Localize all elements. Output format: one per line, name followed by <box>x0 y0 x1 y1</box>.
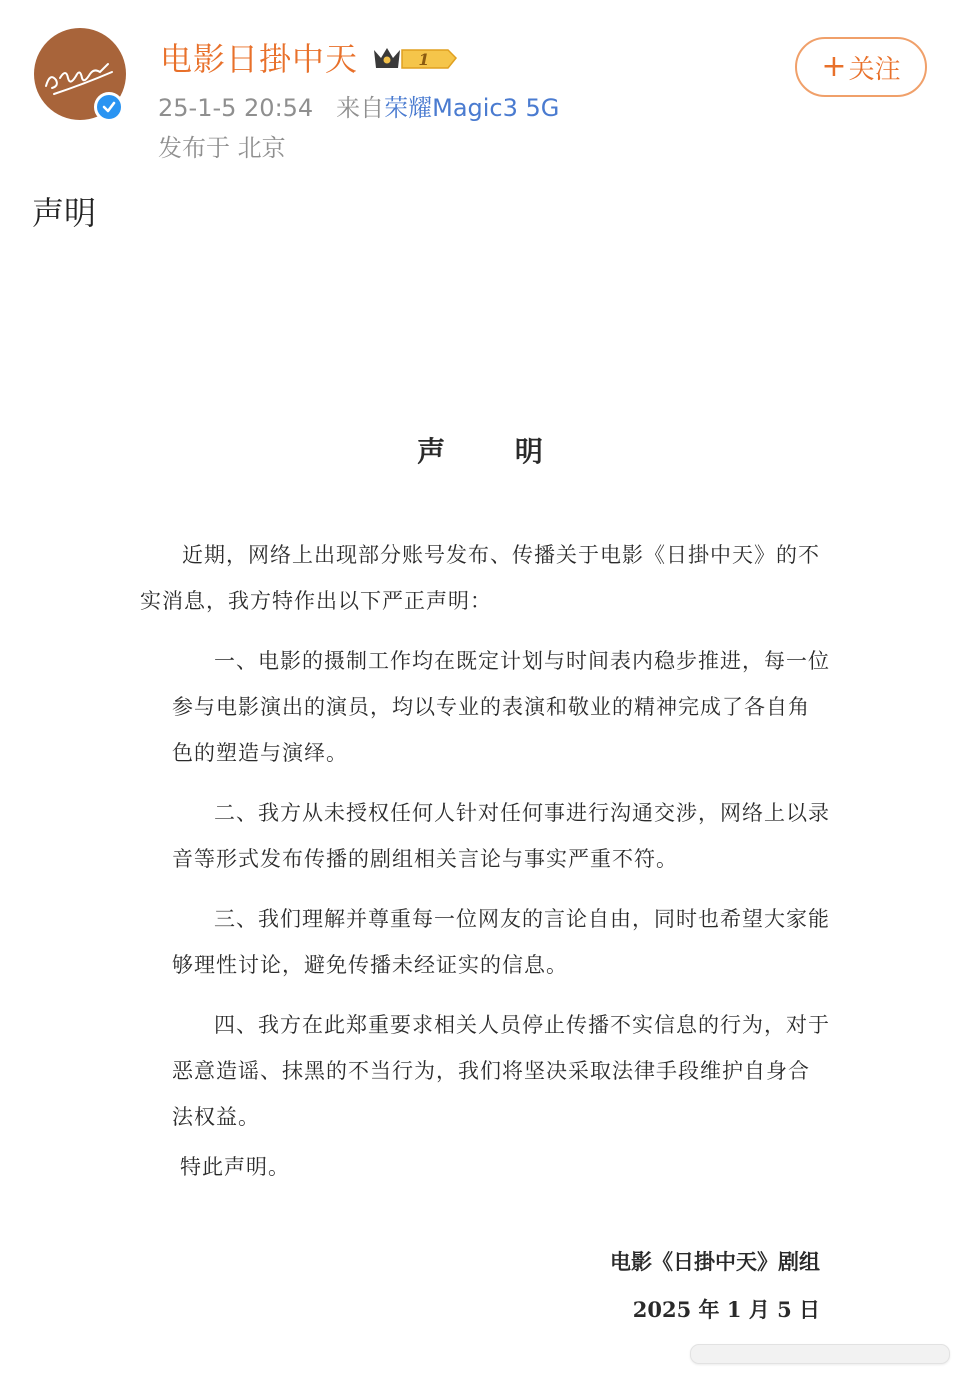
post-meta <box>158 88 559 123</box>
statement-closing: 特此声明。 <box>180 1155 290 1179</box>
username[interactable]: 电影日掛中天 <box>160 40 359 78</box>
vip-level: 1 <box>418 50 430 69</box>
statement-paragraph: 三、我们理解并尊重每一位网友的言论自由，同时也希望大家能够理性讨论，避免传播未经证实的信息。 <box>172 907 830 977</box>
source-prefix: 来自 <box>336 94 385 122</box>
follow-button[interactable] <box>795 37 927 97</box>
scroll-indicator[interactable] <box>690 1344 950 1364</box>
post-text: 声明 <box>32 194 97 232</box>
follow-label: 关注 <box>848 54 901 85</box>
device-link[interactable]: 荣耀Magic3 5G <box>384 94 560 122</box>
post-location: 发布于 北京 <box>158 134 286 162</box>
statement-signature: 电影《日掛中天》剧组 <box>610 1249 820 1274</box>
statement-date: 2025 年 1 月 5 日 <box>632 1297 820 1322</box>
vip-crown-badge-icon[interactable] <box>370 40 460 76</box>
verified-icon <box>94 92 124 122</box>
plus-icon: + <box>821 49 847 84</box>
statement-title: 声 明 <box>417 435 573 468</box>
statement-image[interactable] <box>0 400 960 1374</box>
post-timestamp: 25-1-5 20:54 <box>158 94 314 122</box>
statement-paragraph: 近期，网络上出现部分账号发布、传播关于电影《日掛中天》的不实消息，我方特作出以下严正声明： <box>140 543 820 613</box>
statement-paragraph: 一、电影的摄制工作均在既定计划与时间表内稳步推进，每一位参与电影演出的演员，均以专业的表演和敬业的精神完成了各自角色的塑造与演绎。 <box>172 649 830 765</box>
statement-paragraph: 二、我方从未授权任何人针对任何事进行沟通交涉，网络上以录音等形式发布传播的剧组相关言论与事实严重不符。 <box>172 801 830 871</box>
statement-paragraph: 四、我方在此郑重要求相关人员停止传播不实信息的行为，对于恶意造谣、抹黑的不当行为，我们将坚决采取法律手段维护自身合法权益。 <box>172 1013 830 1129</box>
